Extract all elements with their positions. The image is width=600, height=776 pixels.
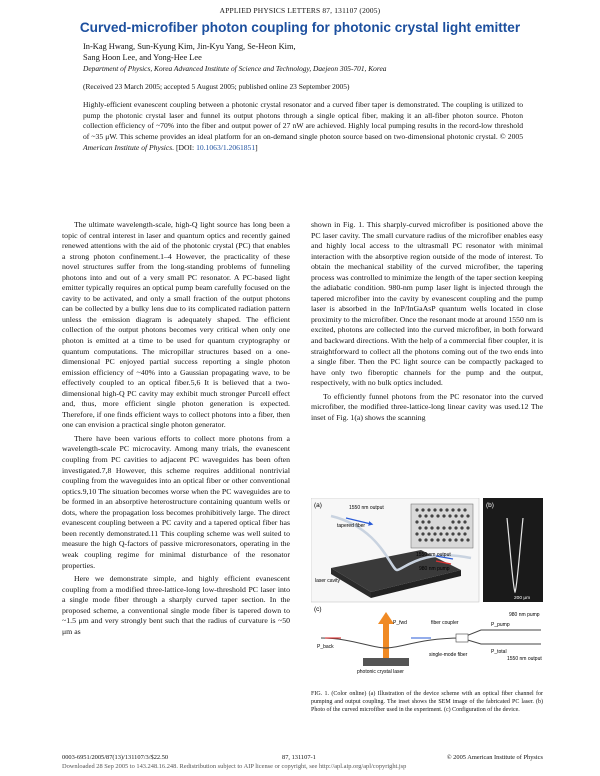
paragraph-intro: The ultimate wavelength-scale, high-Q light source has long been a topic of central interest in laser and quantum optics and recently gained renewed attentions with the aid of the photonic crystal (PC) that enables a strong photon confinement.1–4 However, the practicality of these novel structures suffer from the long-standing problems of funneling photons into and out of a very small PC resonator. A PC-based light emitter typically requires an optical pump beam carefully focused on the cavity to be activated, and only a small fraction of the output photons can be collected by a bulky lens due to its complicated radiation pattern unless the emission diagram is adequately shaped. The efficient collection of the output photons becomes very critical when only one photon is emitted at a time to be used for quantum cryptography or quantum computations. The micropillar structures based on a one-dimensional PC enjoyed partial success reporting a single photon emission efficiency of ~40% into a Gaussian propagating wave, to be effectively coupled to an optical fiber.5,6 It is believed that a two-dimensional high-Q PC cavity may exhibit much stronger Purcell effect and, thus, more efficient single photon generation is expected. Therefore, if one finds efficient ways to collect photons into a fiber, then one can envision a practical single photon generator. [62,220,290,430]
scale-bar-label: 200 μm [514,596,531,601]
label-p-total: P_total [491,649,507,655]
author-list [83,41,523,63]
doi-link[interactable]: 10.1063/1.2061851 [196,142,256,152]
doi-suffix: ] [255,142,258,152]
footer-download-notice[interactable]: Downloaded 28 Sep 2005 to 143.248.16.248. Redistribution subject to AIP license or copyright, see http://apl.aip.org/apl/copyright.jsp [62,763,407,770]
paper-title: Curved-microfiber photon coupling for photonic crystal light emitter [79,20,521,35]
abstract-text: Highly-efficient evanescent coupling between a photonic crystal resonator and a curved fiber taper is demonstrated. The coupling is utilized to pump the photonic crystal laser and funnel its output photons through a single optical fiber, making it an all-fiber photon source. Photon collection efficiency of ~70% into the fiber and output power of 27 nW are achieved. Highly local pumping results in the record-low threshold of ~35 μW. This scheme provides an ideal platform for an on-demand single photon source based on two-dimensional photonic crystal. © 2005 [83,100,523,142]
footer-page: 87, 131107-1 [282,754,316,761]
panel-b-photo [483,498,543,602]
author-line-1: In-Kag Hwang, Sun-Kyung Kim, Jin-Kyu Yang, Se-Heon Kim, [83,42,296,51]
emission-arrow-head [378,612,394,624]
left-column [62,220,290,637]
panel-c-label: (c) [314,606,322,613]
label-output-right: 1550 nm output [416,552,451,558]
received-dates: (Received 23 March 2005; accepted 5 August 2005; published online 23 September 2005) [83,82,350,91]
abstract [83,100,523,154]
doi-prefix: [DOI: [176,142,195,152]
label-tapered-fiber: tapered fiber [337,523,366,529]
label-p-fwd: P_fwd [393,620,407,626]
panel-c-fiber [321,638,461,648]
right-column [311,220,543,423]
coupler-branch-top [461,630,541,638]
label-p-pump: P_pump [491,622,510,628]
figure-caption: FIG. 1. (Color online) (a) Illustration of the device scheme with an optical fiber channel for pumping and output coupling. The inset shows the SEM image of the fabricated PC laser. (b) Photo of the curved microfiber used in the experiment. (c) Configuration of the device. [311,691,543,713]
pc-emitter-block [363,658,409,666]
label-single-mode-fiber: single-mode fiber [429,652,468,658]
author-line-2: Sang Hoon Lee, and Yong-Hee Lee [83,53,202,62]
label-pump: 980 nm pump [419,566,450,572]
panel-a-label: (a) [314,502,322,509]
label-output-top: 1550 nm output [349,505,384,511]
label-pump-c: 980 nm pump [509,612,540,618]
label-pc-emitter: photonic crystal laser [357,669,404,674]
paragraph-curved-fiber: shown in Fig. 1. This sharply-curved microfiber is positioned above the PC laser cavity. The small curvature radius of the microfiber enables easy and highly local access to the ultrasmall PC resonator with minimal interaction with the absorptive region outside of the mode of interest. To obtain the mechanical stability of the curved microfiber, the tapering process was controlled to minimize the length of the taper section keeping the adiabatic condition. 980-nm pump laser light is injected through the tapered microfiber into the cavity by evanescent coupling and the pump laser is absorbed in the InP/InGaAsP quantum wells located in close proximity to the microfiber. Once the resonant mode at around 1550 nm is excited, photons are collected into the curved microfiber, in both forward and backward directions. With the help of a commercial fiber coupler, it is straightforward to collect all the photons coming out of the two ends into a single fiber. Then the PC light source can be compactly packaged to have only two fiberoptic channels for the pump and the output, respectively, with no bulk optics included. [311,220,543,388]
abstract-journal: American Institute of Physics. [83,142,175,152]
paragraph-cavity: To efficiently funnel photons from the PC resonator into the curved microfiber, the modified three-lattice-long linear cavity was used.12 The inset of Fig. 1(a) shows the scanning [311,391,543,422]
affiliation: Department of Physics, Korea Advanced Institute of Science and Technology, Daejeon 305-701, Korea [83,64,387,73]
footer-copyright: © 2005 American Institute of Physics [446,754,543,761]
paragraph-demonstration: Here we demonstrate simple, and highly efficient evanescent coupling from a modified three-lattice-long low-threshold PC laser into a single mode fiber through a sharply curved taper section. In the proposed scheme, a conventional single mode fiber is tapered down to ~1.5 μm and very strongly bent such that the radius of curvature is ~50 μm as [62,574,290,636]
label-p-back: P_back [317,644,334,650]
label-laser-cavity: laser cavity [315,578,341,584]
running-head: APPLIED PHYSICS LETTERS 87, 131107 (2005) [219,6,381,15]
panel-b-label: (b) [486,502,494,509]
coupler-branch-bottom [461,638,541,644]
footer-issn: 0003-6951/2005/87(13)/131107/3/$22.50 [62,754,169,761]
figure-1 [311,498,543,674]
label-output-c: 1550 nm output [507,656,542,662]
figure-1-graphic [311,498,543,674]
label-fiber-coupler: fiber coupler [431,620,459,626]
paragraph-prior-work: There have been various efforts to collect more photons from a wavelength-scale PC microcavity. Among many trials, the evanescent coupling from PC cavities to adjacent PC waveguides has been often investigated.7,8 However, this scheme requires additional nontrivial coupling from the waveguides into an optical fiber or other conventional optics.9,10 The situation becomes worse when the PC waveguides are to be formed in an absorptive heterostructure containing quantum wells or dots, where the propagation loss becomes prohibitively large. The direct evanescent coupling between a PC cavity and a tapered optical fiber has been recently demonstrated.11 This coupling scheme was well suited to measure the high Q-factors of passive microresonators, operating in the weak coupling regime for minimal disturbance of the resonator properties. [62,433,290,570]
fiber-coupler-box [456,634,468,642]
